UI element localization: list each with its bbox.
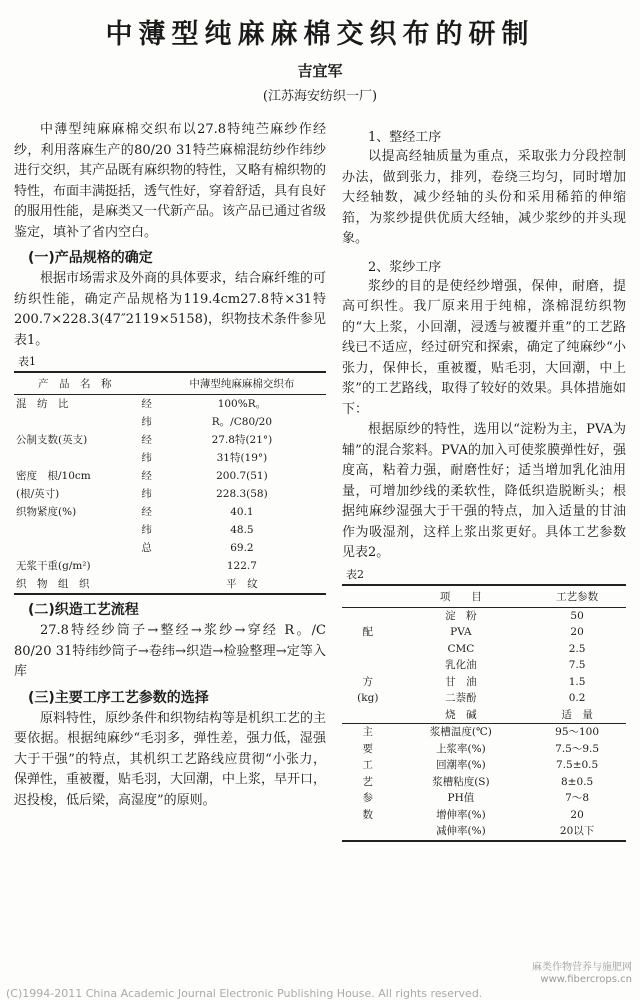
table2-cell: 艺 [362,775,374,788]
table2-header-cell [342,585,394,608]
table2-cell: 20以下 [528,823,626,841]
section-heading-1: (一)产品规格的确定 [28,250,153,266]
sizing-recipe-paragraph: 根据原纱的特性，选用以“淀粉为主，PVA为辅”的混合浆料。PVA的加入可使浆膜弹性好，强度高，粘着力强，耐磨性好；适当增加乳化油用量，可增加纱线的柔软性，降低织造脱断头；根据纯麻纱湿强大于干强的特点，加入适量的甘油作为吸湿剂，这样上浆出浆更好。具体工艺参数见表2。 [342,422,626,560]
table2-cell: 浆槽温度(℃) [394,724,529,741]
table-row [342,657,626,674]
table-row [14,431,326,449]
table-row [14,557,326,575]
table2-cell: 甘 油 [445,675,477,688]
table1-cell: 混 纺 比 [16,398,69,410]
right-column [342,120,626,842]
table1-cell: 228.3(58) [216,488,268,500]
table1-cell: 织物紧度(%) [16,506,77,518]
table2-cell: PH值 [447,792,475,804]
table2-cell: 二萘酚 [445,692,477,704]
table1-cell: 公制支数(英支) [16,434,88,446]
table2-cell: 8±0.5 [561,775,594,788]
table2-cell [342,823,394,841]
table2-cell: 2.5 [568,642,586,655]
table1-cell: R。/C80/20 [211,416,273,428]
table-row [14,395,326,414]
table2-cell: 适 量 [561,708,593,721]
warping-paragraph: 以提高经轴质量为重点，采取张力分段控制办法，做到张力，排列，卷绕三均匀，同时增加大经轴数，减少经轴的头份和采用稀筘的伸缩筘，为浆纱提供优质大经轴，减少浆纱的并头现象。 [342,149,626,246]
table1-cell [14,449,135,467]
table-1 [14,371,326,595]
table1-cell [135,557,157,575]
table1-cell [14,413,135,431]
table-row [14,485,326,503]
table-row [342,707,626,724]
table-row [342,724,626,741]
table1-cell: 经 [141,434,152,446]
author: 吉宜军 [297,62,343,80]
table2-cell: 乳化油 [445,659,477,671]
table1-cell: (根/英寸) [16,488,60,500]
table2-cell: 主 [342,724,394,741]
intro-paragraph: 中薄型纯麻麻棉交织布以27.8特纯苎麻纱作经纱，利用落麻生产的80/20 31特苎麻棉混纺纱作纬纱进行交织，其产品既有麻织物的特性，又略有棉织物的特性，布面丰满挺括，透气性好，穿着舒适，具有良好的服用性能，是麻类又一代新产品。该产品已通过省级鉴定，填补了省内空白。 [14,122,327,240]
table1-cell: 平 纹 [158,575,326,594]
table2-cell: 回潮率(%) [436,759,486,771]
table-row [342,741,626,758]
table-row [342,807,626,824]
table1-caption: 表1 [18,355,36,368]
table2-cell: 1.5 [568,675,586,688]
table2-cell: 50 [570,609,584,622]
table1-cell: 27.8特(21°) [211,434,273,446]
table1-cell: 100%R。 [217,398,267,410]
table2-cell [342,607,394,624]
table-row [342,790,626,807]
table-row [342,690,626,707]
table2-cell: 数 [362,808,374,821]
table1-cell: 经 [141,506,152,518]
section-heading-3: (三)主要工序工艺参数的选择 [28,689,209,706]
subsection-warping: 1、整经工序 [368,130,442,145]
section-heading-2: (二)织造工艺流程 [28,602,139,618]
table2-cell: 方 [362,675,374,688]
copyright-footer: (C)1994-2011 China Academic Journal Electronic Publishing House. All rights reserved. [6,987,483,1000]
article-title: 中薄型纯麻麻棉交织布的研制 [105,19,535,50]
table2-cell: 上浆率(%) [436,742,486,755]
table1-header-cell: 中薄型纯麻麻棉交织布 [158,372,326,395]
table-row [14,575,326,594]
table-row [342,757,626,774]
table2-cell: (kg) [357,692,379,704]
watermark: 麻类作物营养与施肥网 www.fibercrops.cn [532,962,632,985]
table2-cell: 参 [362,792,374,804]
table1-cell: 织 物 组 织 [14,575,135,594]
principle-paragraph: 原料特性，原纱条件和织物结构等是机织工艺的主要依据。根据纯麻纱“毛羽多，弹性差，强力低，湿强大于干强”的特点，其机织工艺路线应贯彻“小张力，保弹性，重被覆，贴毛羽，大回潮，中上浆，早开口，迟投梭，低后梁，高湿度”的原则。 [14,710,327,808]
table1-cell: 200.7(51) [216,470,268,482]
table2-caption: 表2 [346,567,364,581]
table1-cell: 纬 [141,416,152,428]
table1-cell [135,575,157,594]
table1-cell: 40.1 [230,506,254,518]
table1-cell: 纬 [141,524,152,536]
table1-cell: 总 [141,542,152,554]
table1-cell: 31特(19°) [216,452,268,464]
table1-cell: 69.2 [230,542,254,554]
table2-cell [342,657,394,674]
table2-cell: 20 [570,808,584,821]
table-row [14,467,326,485]
table-row [14,503,326,521]
table-row [342,774,626,791]
table-row [342,624,626,641]
table2-header-cell: 项 目 [394,585,529,608]
process-flow: 27.8特经纱筒子→整经→浆纱→穿经 R。/C 80/20 31特纬纱筒子→卷纬→织造→检验整理→定等入库 [14,623,326,679]
table2-cell: PVA [450,626,472,638]
table1-cell: 122.7 [226,560,257,572]
table-2 [342,584,626,842]
table-row [14,413,326,431]
sizing-paragraph: 浆纱的目的是使经纱增强，保伸，耐磨，提高可织性。我厂原来用于纯棉，涤棉混纺织物的“大上浆，小回潮，浸透与被覆并重”的工艺路线已不适应，经过研究和探索，确定了纯麻纱“小张力，保伸长，重被覆，贴毛羽，大回潮，中上浆”的工艺路线，取得了较好的效果。具体措施如下： [342,278,626,417]
table-row [342,607,626,624]
table2-cell: 7.5～9.5 [555,742,600,755]
table1-cell [14,521,135,539]
table2-header-cell: 工艺参数 [528,585,626,608]
table2-cell [342,707,394,724]
table1-cell [14,539,135,557]
table2-cell: 增伸率(%) [436,808,486,821]
table1-cell: 无浆干重(g/m²) [16,560,91,572]
table2-cell: 配 [362,626,374,638]
table-row [342,674,626,691]
table2-cell: 淀 粉 [445,609,477,622]
table2-cell: 7.5±0.5 [556,759,599,771]
subsection-sizing: 2、浆纱工序 [368,259,442,275]
table2-cell: 7.5 [568,659,586,671]
table2-cell: 要 [362,742,374,755]
table1-cell: 经 [141,470,152,482]
table-row [14,449,326,467]
table2-cell: CMC [447,642,475,655]
table2-cell: 工 [362,759,374,771]
table1-header-cell [135,372,157,395]
spec-paragraph: 根据市场需求及外商的具体要求，结合麻纤维的可纺织性能，确定产品规格为119.4cm27.8特×31特200.7×228.3(47″2119×5158)，织物技术条件参见表1。 [14,271,327,348]
table2-cell: 减伸率(%) [394,823,529,841]
table2-cell: 7～8 [565,792,590,804]
table1-cell: 经 [141,398,152,410]
table-row [342,823,626,841]
table1-cell: 密度 根/10cm [16,470,91,482]
table2-cell: 20 [570,626,584,638]
left-column [14,120,326,811]
table2-cell: 烧 碱 [445,708,477,721]
table1-cell: 纬 [141,488,152,500]
table2-cell [342,641,394,658]
table-row [14,539,326,557]
table1-header-cell: 产 品 名 称 [14,372,135,395]
table2-cell: 95～100 [528,724,626,741]
table2-cell: 浆槽粘度(S) [432,775,490,788]
table-row [342,641,626,658]
table-row [14,521,326,539]
table1-cell: 纬 [141,452,152,464]
affiliation: (江苏海安纺织一厂) [262,89,378,104]
table1-cell: 48.5 [230,524,254,536]
table2-cell: 0.2 [568,692,586,704]
